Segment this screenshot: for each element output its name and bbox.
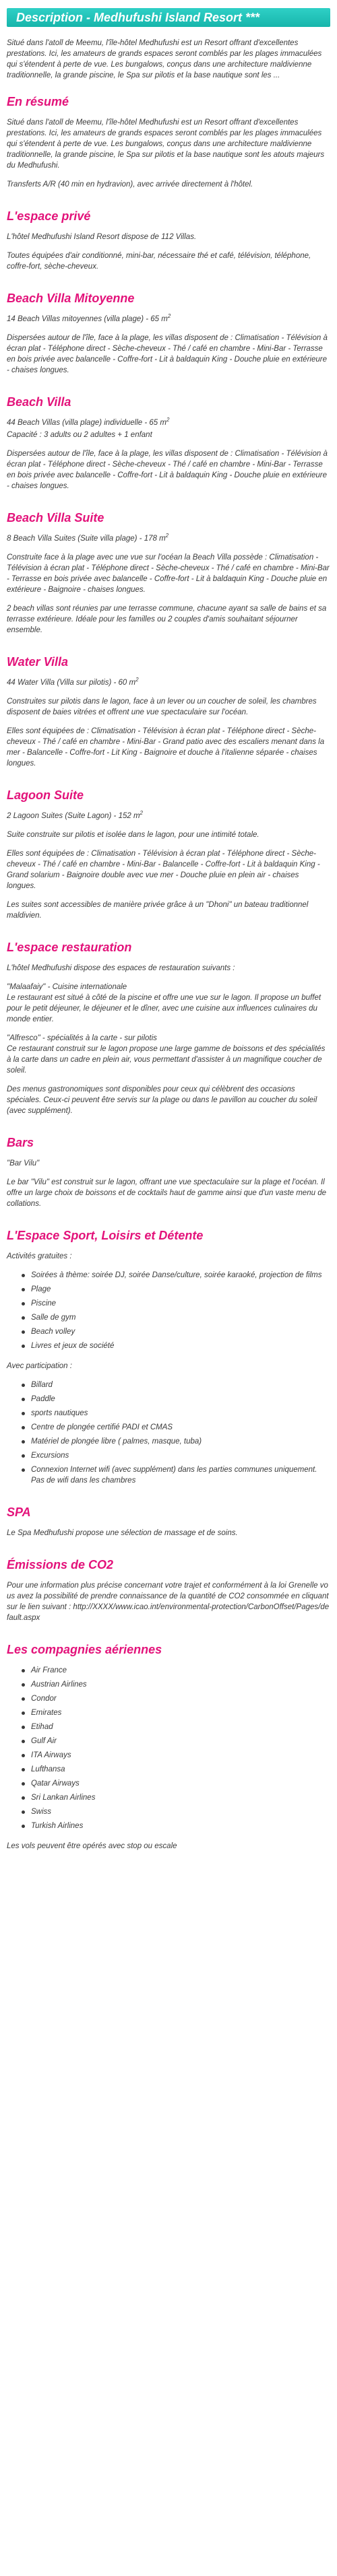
bullet-icon <box>22 1302 25 1306</box>
beach-villa-size: 44 Beach Villas (villa plage) individuelle - 65 $m^2$ <box>7 417 170 427</box>
list-item: Condor <box>31 1693 330 1704</box>
restaurant-alfresco: "Alfresco" - spécialités à la carte - sur pilotis Ce restaurant construit sur le lagon propose une large gamme de boissons et des spécialités à la carte dans un cadre en plein air, vous permettant d'assister à un magnifique coucher de soleil. <box>7 1034 326 1075</box>
espace-prive-villas: L'hôtel Medhufushi Island Resort dispose de 112 Villas. <box>7 233 197 241</box>
lagoon-suite-text-2: Elles sont équipées de : Climatisation - Télévision à écran plat - Téléphone direct - Sèche-cheveux - Thé / café en chambre - Mini-Bar - Balancelle - Coffre-fort - Lit à baldaquin King - Grand solarium - Baignoire double avec vue mer - Douche pluie en plein air - chaises longues. <box>7 850 320 890</box>
list-item: Turkish Airlines <box>31 1821 330 1831</box>
restaurant-malaafaiy: "Malaafaiy" - Cuisine internationale Le restaurant est situé à côté de la piscine et offre une vue sur le lagon. Il propose un buffet pour le petit déjeuner, le déjeuner et le dîner, avec une cuisine aux influences culinaires du monde entier. <box>7 983 321 1023</box>
water-villa-size: 44 Water Villa (Villa sur pilotis) - 60 $m^2$ <box>7 677 139 687</box>
co2-heading: Émissions de CO2 <box>7 1558 114 1571</box>
paid-activities-list <box>7 1380 330 1486</box>
list-item: Sri Lankan Airlines <box>31 1792 330 1803</box>
restauration-intro: L'hôtel Medhufushi dispose des espaces de restauration suivants : <box>7 964 235 972</box>
bullet-icon <box>22 1768 25 1771</box>
page <box>0 8 337 2576</box>
page-title: Description - Medhufushi Island Resort *** <box>7 8 330 27</box>
free-activities-label: Activités gratuites : <box>7 1252 72 1260</box>
bullet-icon <box>22 1384 25 1387</box>
sport-heading: L'Espace Sport, Loisirs et Détente <box>7 1229 204 1242</box>
list-item: Salle de gym <box>31 1312 330 1323</box>
bullet-icon <box>22 1711 25 1715</box>
lagoon-suite-heading: Lagoon Suite <box>7 788 84 802</box>
bullet-icon <box>22 1345 25 1348</box>
list-item: Connexion Internet wifi (avec supplément) dans les parties communes uniquement. Pas de wifi dans les chambres <box>31 1464 330 1486</box>
bullet-icon <box>22 1683 25 1687</box>
beach-villa-mitoyenne-heading: Beach Villa Mitoyenne <box>7 292 135 305</box>
airlines-heading: Les compagnies aériennes <box>7 1643 162 1656</box>
list-item: Piscine <box>31 1298 330 1309</box>
paid-activities-label: Avec participation : <box>7 1362 72 1370</box>
restauration-dinners: Des menus gastronomiques sont disponibles pour ceux qui célèbrent des occasions spéciales. Ceux-ci peuvent être servis sur la plage ou dans le pavillon au coucher du soleil (avec supplément). <box>7 1085 317 1115</box>
list-item: Billard <box>31 1380 330 1390</box>
bars-heading: Bars <box>7 1136 34 1149</box>
bullet-icon <box>22 1330 25 1334</box>
list-item: Swiss <box>31 1806 330 1817</box>
bullet-icon <box>22 1669 25 1672</box>
list-item: Austrian Airlines <box>31 1679 330 1690</box>
bullet-icon <box>22 1726 25 1729</box>
bar-text: Le bar "Vilu" est construit sur le lagon, offrant une vue spectaculaire sur la plage et l'océan. Il offre un large choix de boissons et de cocktails haut de gamme ainsi que d'un vaste menu de collations. <box>7 1178 326 1208</box>
lagoon-suite-text-3: Les suites sont accessibles de manière privée grâce à un "Dhoni" un bateau traditionnel maldivien. <box>7 901 309 920</box>
bullet-icon <box>22 1440 25 1444</box>
airlines-list <box>7 1665 330 1831</box>
beach-villa-suite-text-2: 2 beach villas sont réunies par une terrasse commune, chacune ayant sa salle de bains et sa terrasse extérieure. Idéale pour les familles ou 2 couples d'amis souhaitant séjourner ensemble. <box>7 605 327 634</box>
list-item: sports nautiques <box>31 1408 330 1419</box>
espace-prive-heading: L'espace privé <box>7 209 91 223</box>
spa-heading: SPA <box>7 1505 31 1519</box>
list-item: Beach volley <box>31 1326 330 1337</box>
list-item: Paddle <box>31 1394 330 1404</box>
beach-villa-mitoyenne-size: 14 Beach Villas mitoyennes (villa plage) - 65 $m^2$ <box>7 313 171 323</box>
bullet-icon <box>22 1754 25 1757</box>
espace-prive-equipment: Toutes équipées d'air conditionné, mini-bar, nécessaire thé et café, télévision, téléphone, coffre-fort, sèche-cheveux. <box>7 252 311 271</box>
co2-text: Pour une information plus précise concernant votre trajet et conformément à la loi Grenelle vous avez la possibilité de prendre connaissance de la quantité de CO2 consommée en cliquant sur le lien suivant : http://XXXX/www.icao.int/environmental-protection/CarbonOffset/Pages/default.aspx <box>7 1582 330 1622</box>
bullet-icon <box>22 1398 25 1401</box>
bullet-icon <box>22 1810 25 1814</box>
list-item: Etihad <box>31 1722 330 1732</box>
list-item: ITA Airways <box>31 1750 330 1761</box>
resume-text: Situé dans l'atoll de Meemu, l'île-hôtel Medhufushi est un Resort offrant d'excellentes prestations. Ici, les amateurs de grands espaces seront comblés par les plages immaculées qui s'étendent à perte de vue. Les bungalows, conçus dans une architecture maldivienne traditionnelle, la grande piscine, le Spa sur pilotis et la base nautique sont les atouts majeurs du Medhufushi. <box>7 118 325 170</box>
bullet-icon <box>22 1426 25 1429</box>
beach-villa-suite-size: 8 Beach Villa Suites (Suite villa plage) - 178 $m^2$ <box>7 533 169 543</box>
beach-villa-suite-text: Construite face à la plage avec une vue sur l'océan la Beach Villa possède : Climatisation - Télévision à écran plat - Téléphone direct - Sèche-cheveux - Thé / café en chambre - Mini-Bar - Terrasse en bois privée avec balancelle - Coffre-fort - Lit à baldaquin King - Douche pluie en extérieure - Baignoire - chaises longues. <box>7 553 330 594</box>
restauration-heading: L'espace restauration <box>7 941 132 954</box>
airlines-note: Les vols peuvent être opérés avec stop ou escale <box>7 1842 177 1850</box>
list-item: Matériel de plongée libre ( palmes, masque, tuba) <box>31 1436 330 1447</box>
list-item: Air France <box>31 1665 330 1676</box>
spa-text: Le Spa Medhufushi propose une sélection de massage et de soins. <box>7 1529 238 1537</box>
list-item: Lufthansa <box>31 1764 330 1775</box>
list-item: Gulf Air <box>31 1736 330 1747</box>
free-activities-list <box>7 1270 330 1351</box>
transfer-text: Transferts A/R (40 min en hydravion), avec arrivée directement à l'hôtel. <box>7 180 253 189</box>
list-item: Emirates <box>31 1707 330 1718</box>
list-item: Centre de plongée certifié PADI et CMAS <box>31 1422 330 1433</box>
lagoon-suite-text: Suite construite sur pilotis et isolée dans le lagon, pour une intimité totale. <box>7 831 259 839</box>
bullet-icon <box>22 1697 25 1701</box>
beach-villa-mitoyenne-text: Dispersées autour de l'île, face à la plage, les villas disposent de : Climatisation - Télévision à écran plat - Téléphone direct - Sèche-cheveux - Thé / café en chambre - Mini-Bar - Terrasse en bois privée avec balancelle - Coffre-fort - Lit à baldaquin King - Douche pluie en extérieure - chaises longues. <box>7 334 328 374</box>
list-item: Plage <box>31 1284 330 1295</box>
bullet-icon <box>22 1796 25 1800</box>
beach-villa-text: Dispersées autour de l'île, face à la plage, les villas disposent de : Climatisation - Télévision à écran plat - Téléphone direct - Sèche-cheveux - Thé / café en chambre - Mini-Bar - Terrasse en bois privée avec balancelle - Coffre-fort - Lit à baldaquin King - Douche pluie en extérieure - chaises longues. <box>7 450 328 490</box>
lagoon-suite-size: 2 Lagoon Suites (Suite Lagon) - 152 $m^2$ <box>7 810 143 820</box>
bullet-icon <box>22 1468 25 1472</box>
list-item: Excursions <box>31 1450 330 1461</box>
bullet-icon <box>22 1740 25 1743</box>
intro-text: Situé dans l'atoll de Meemu, l'île-hôtel Medhufushi est un Resort offrant d'excellentes prestations. Ici, les amateurs de grands espaces seront comblés par les plages immaculées qui s'étendent à perte de vue. Les bungalows, conçus dans une architecture maldivienne traditionnelle, la grande piscine, le Spa sur pilotis et la base nautique sont les ... <box>7 39 322 79</box>
water-villa-text: Construites sur pilotis dans le lagon, face à un lever ou un coucher de soleil, les chambres disposent de baies vitrées et offrent une vue spectaculaire sur l'océan. <box>7 698 317 716</box>
bullet-icon <box>22 1825 25 1828</box>
bullet-icon <box>22 1288 25 1291</box>
bar-name: "Bar Vilu" <box>7 1159 40 1167</box>
bullet-icon <box>22 1782 25 1786</box>
list-item: Soirées à thème: soirée DJ, soirée Danse/culture, soirée karaoké, projection de films <box>31 1270 330 1281</box>
beach-villa-capacity: Capacité : 3 adults ou 2 adultes + 1 enfant <box>7 431 152 439</box>
water-villa-heading: Water Villa <box>7 655 69 669</box>
beach-villa-suite-heading: Beach Villa Suite <box>7 511 104 524</box>
list-item: Qatar Airways <box>31 1778 330 1789</box>
resume-heading: En résumé <box>7 95 69 108</box>
water-villa-text-2: Elles sont équipées de : Climatisation - Télévision à écran plat - Téléphone direct - Sèche-cheveux - Thé / café en chambre - Mini-Bar - Grand patio avec des escaliers menant dans la mer - Balancelle - Coffre-fort - Lit King - Baignoire et douche à l'italienne séparée - chaises longues. <box>7 727 325 768</box>
beach-villa-heading: Beach Villa <box>7 395 71 409</box>
bullet-icon <box>22 1316 25 1320</box>
bullet-icon <box>22 1274 25 1277</box>
list-item: Livres et jeux de société <box>31 1341 330 1351</box>
bullet-icon <box>22 1412 25 1415</box>
bullet-icon <box>22 1454 25 1458</box>
